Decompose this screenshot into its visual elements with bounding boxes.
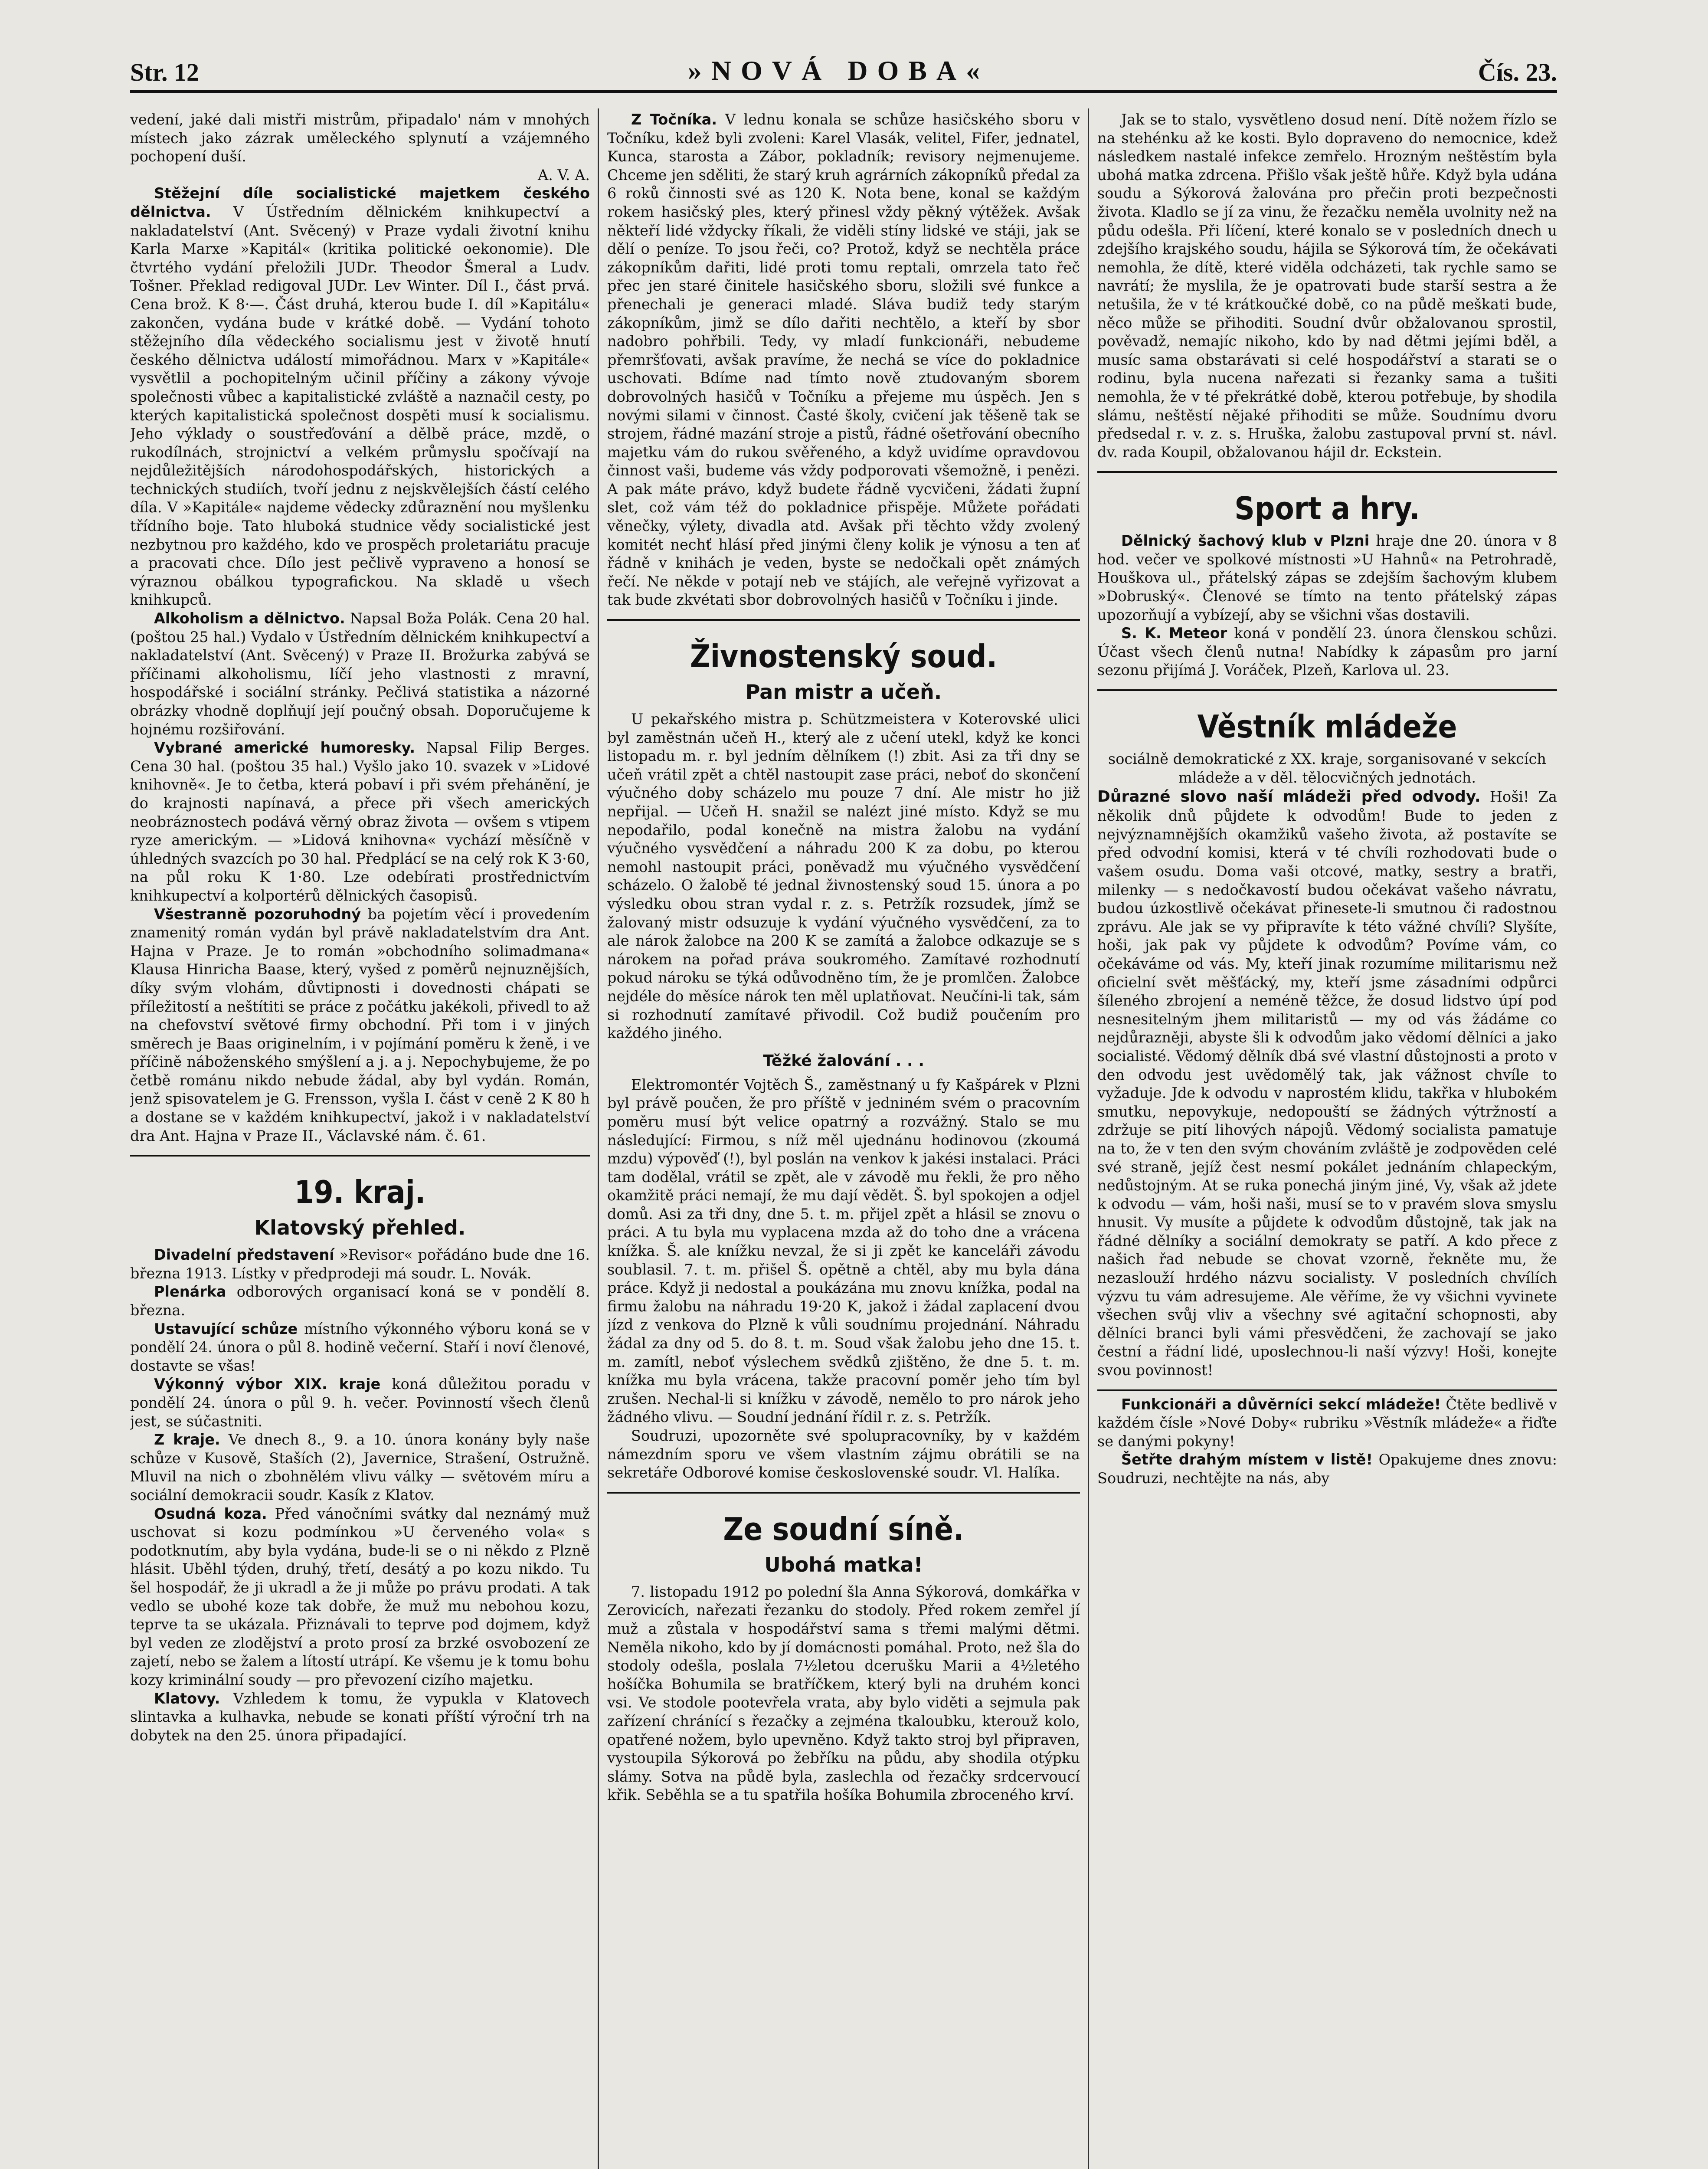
issue-number: Čís. 23. bbox=[1478, 58, 1557, 86]
notice-item: Všestranně pozoruhodný ba pojetím věcí i provedením znamenitý román vydán byl právě nakladatelstvím dra Ant. Hajna v Praze. Je to román »obchodního solimadmana« Klausa Hinricha Baase, který, vyšed z poměrů nejnuznějších, díky svým vlohám, důvtipnosti i dovednosti chápati se příležitostí a neštítiti se práce z počátku jakékoli, přivedl to až na chefovství světové firmy obchodní. Při tom i v jiných směrech je Baas originelním, i v pojímání poměru k ženě, i ve příčině náboženského smýšlení a j. a j. Nepochybujeme, že po četbě románu nikdo nebude žádal, aby byl vydán. Román, jenž spisovatelem je G. Frensson, vyšla I. část v ceně 2 K 80 h a dostane se v každém knihkupectví, jakož i v nakladatelství dra Ant. Hajna v Praze II., Václavské nám. č. 61. bbox=[130, 905, 590, 1144]
notice-item: Výkonný výbor XIX. kraje koná důležitou poradu v pondělí 24. února o půl 9. h. večer. Povinností všech členů jest, se súčastniti. bbox=[130, 1376, 590, 1430]
article-body: Jak se to stalo, vysvětleno dosud není. Dítě nožem řízlo se na stehénku až ke kosti. Bylo dopraveno do nemocnice, kdež následkem nastalé infekce zemřelo. Hrozným neštěstím byla ubohá matka zdrcena. Přišlo však ještě hůře. Když byla udána soudu a Sýkorová žalována pro přečin proti bezpečnosti života. Kladlo se jí za vinu, že řezačku neměla uvolnity než na půdu odešla. Při líčení, které konalo se v posledních dnech u zdejšího krajského soudu, hájila se Sýkorová tím, že očekávati nemohla, že dítě, které viděla odcházeti, tak rychle samo se navrátí; že myslila, že je opatrovati bude starší sestra a že netušila, že v té krátkoučké době, co na půdě meškati bude, něco může se přihoditi. Soudní dvůr obžalovanou sprostil, pověvadž, nemajíc nikoho, kdo by nad dětmi jejími bděl, a musíc sama obstarávati si celé hospodářství a starati se o rodinu, byla nucena nařezati si řezanky sama a tušiti nemohla, že v té překrátké době, kterou potřebuje, by shodila slámu, neštěstí nějaké přihoditi se může. Soudnímu dvoru předsedal r. v. z. s. Hruška, žalobu zastupoval první st. návl. dv. rada Koupil, obžalovanou hájil dr. Eckstein. bbox=[1097, 111, 1557, 461]
notice-item: Stěžejní díle socialistické majetkem českého dělnictva. V Ústředním dělnickém knihkupectví a nakladatelství (Ant. Svěcený) v Praze vydali životní knihu Karla Marxe »Kapitál« (kritika politické oekonomie). Dle čtvrtého vydání přeložili JUDr. Theodor Šmeral a Ludv. Tošner. Překlad redigoval JUDr. Lev Winter. Díl I., část prvá. Cena brož. K 8·—. Část druhá, kterou bude I. díl »Kapitálu« zakončen, vydána bude v krátké době. — Vydání tohoto stěžejního díla vědeckého socialismu jest v životě hnutí českého dělnictva událostí mimořádnou. Marx v »Kapitále« vysvětlil a pochopitelným učinil příčiny a zákony vývoje společnosti vůbec a kapitalistické zvláště a naznačil cesty, po kterých kapitalistická společnost dospěti musí k socialismu. Jeho výklady o soustřeďování a dělbě práce, mzdě, o rukodílnách, strojnictví a velkém průmyslu spočívají na nejdůležitějších národohospodářských, historických a technických studiích, tvoří jednu z nejskvělejších částí celého díla. V »Kapitále« najdeme vědecky zdůraznění nou myšlenku třídního boje. Tato hluboká studnice vědy socialistické jest nezbytnou pro každého, kdo ve prospěch proletariátu pracuje a pracovati chce. Dílo jest pečlivě vypraveno a honosí se výraznou obálkou typografickou. Na skladě u všech knihkupců. bbox=[130, 185, 590, 609]
article-heading: Těžké žalování . . . bbox=[763, 1052, 924, 1070]
section-subtitle: Klatovský přehled. bbox=[254, 1216, 466, 1240]
notice-item: Funkcionáři a důvěrníci sekcí mládeže! Čtěte bedlivě v každém čísle »Nové Doby« rubriku »Věstník mládeže« a řiďte se danými pokyny! bbox=[1097, 1396, 1557, 1450]
notice-item: Dělnický šachový klub v Plzni hraje dne 20. února v 8 hod. večer ve spolkové místnosti »U Hahnů« na Petrohradě, Houškova ul., přátelský zápas se zdejším šachovým klubem »Dobruský«. Členové se tímto na tento přátelský zápas upozorňují a vybízejí, aby se všichni všas dostavili. bbox=[1097, 532, 1557, 623]
newspaper-title: »NOVÁ DOBA« bbox=[687, 55, 990, 86]
article-signature: A. V. A. bbox=[538, 166, 590, 183]
article-body: Elektromontér Vojtěch Š., zaměstnaný u fy Kašpárek v Plzni byl právě poučen, že pro příště v jedniném svém o pracovním poměru musí být velice opatrný a rozvážný. Stalo se mu následující: Firmou, s níž měl ujednánu hodinovou (zkoumá mzdu) výpověď (!), byl poslán na venkov k jakési instalaci. Práci tam dodělal, vrátil se zpět, ale v závodě mu řekli, že pro něho okamžitě práci nemají, že mu dají vědět. Š. byl spokojen a odjel domů. Asi za tři dny, dne 5. t. m. přijel zpět a hlásil se znovu o práci. A tu byla mu vyplacena mzda až do toho dne a vrácena knížka. Š. ale knížku nevzal, že si ji zpět ke kanceláři závodu soublasil. 7. t. m. přišel Š. opětně a chtěl, aby mu byla dána práce. Když ji nedostal a poukázána mu znovu knížka, podal na firmu žalobu na náhradu 19·20 K, jakož i žádal zaplacení dvou jízd z venkova do Plzně k vůli soudnímu projednání. Náhradu žádal za dny od 5. do 8. t. m. Soud však žalobu jeho dne 15. t. m. zamítl, neboť výslechem svědků zjištěno, že dne 5. t. m. knížka mu byla vrácena, takže pracovní poměr jeho tím byl zrušen. Nechal-li si knížku v závodě, nemělo to pro nárok jeho žádného vlivu. — Soudní jednání řídil r. z. s. Petržík. bbox=[607, 1076, 1080, 1426]
column-1 bbox=[130, 111, 590, 2169]
column-divider bbox=[1088, 108, 1089, 2169]
section-title: Živnostenský soud. bbox=[690, 638, 998, 675]
notice-item: Z Točníka. V lednu konala se schůze hasičského sboru v Točníku, kdež byli zvoleni: Karel Vlasák, velitel, Fifer, jednatel, Kunca, starosta a Zábor, pokladník; revisory nejmenujeme. Chceme jen sděliti, že starý kruh agrárních zákopníků předal za 6 roků činnosti své as 120 K. Nota bene, konal se každým rokem hasičský ples, který přinesl vždy pěkný výtěžek. Avšak někteří lidé vždycky říkali, že viděli stíny lidské ve stáji, jak se dělí o peníze. To jsou řeči, co? Protož, když se nechtěla práce zákopníkům dařiti, lidé proti tomu reptali, omrzela tato řeč přec jen staré činitele hasičského sboru, složili své funkce a přenechali je generaci mladé. Sláva budiž tedy starým zákopníkům, jimž se dílo dařiti nechtělo, a kteří by sbor nadobro pohřbili. Tedy, vy mladí funkcionáři, nebudeme přemršťovati, avšak pravíme, že nechá se více do pokladnice uschovati. Bdíme nad tímto nově ztudovaným sborem dobrovolných hasičů v Točníku a přejeme mu úspěch. Jen s novými silami v činnost. Časté školy, cvičení jak těšeně tak se strojem, řádné mazání stroje a pistů, řádné ošetřování obecního majetku vám do rukou svěřeného, a když uvidíme opravdovou činnost vaši, budeme vás vždy podporovati všemožně, i penězi. A pak máte právo, když budete řádně vycvičeni, žádati župní slet, což vám též do pokladnice přispěje. Můžete pořádati věnečky, výlety, divadla atd. Avšak při těchto vždy zvolený komitét nechť hlásí před jinými členy kolik je výnosu a ten ať řádně v knihách je veden, byste se nedočkali opět známých řečí. Ne někde v potají neb ve stájích, ale veřejně vyřizovat a tak bude zkvétati sbor dobrovolných hasičů v Točníku i jinde. bbox=[607, 111, 1080, 609]
section-divider bbox=[1097, 471, 1557, 473]
section-divider bbox=[607, 1492, 1080, 1494]
section-divider bbox=[1097, 689, 1557, 691]
section-divider bbox=[1097, 1389, 1557, 1391]
notice-item: Klatovy. Vzhledem k tomu, že vypukla v Klatovech slintavka a kulhavka, nebude se konati příští výroční trh na dobytek na den 25. února připadající. bbox=[130, 1690, 590, 1744]
article-body: Důrazné slovo naší mládeži před odvody. Hoši! Za několik dnů půjdete k odvodům! Bude to jeden z nejvýznamnějších okamžiků vašeho života, až postavíte se před odvodní komisi, která v té chvíli rozhodovati bude o vašem osudu. Doma vaši otcové, matky, sestry a bratři, milenky — s nedočkavostí budou očekávat vašeho návratu, budou úzkostlivě očekávat přinesete-li smutnou či radostnou zprávu. Ale jak se vy připravíte k této vážné chvíli? Slyšíte, hoši, jak pak vy půjdete k odvodům? Povíme vám, co očekáváme od vás. My, kteří jinak rozumíme militarismu než oficielní svět měšťácký, my, kteří jsme zásadními odpůrci šíleného zbrojení a neméně těžce, že dosud lidstvo úpí pod nesnesitelným jhem militaristů — my od vás žádáme co nejdůrazněji, abyste šli k odvodům jako vědomí dělníci a jako socialisté. Vědomý dělník dbá své vlastní důstojnosti a proto v den odvodu jest uvědomělý tak, jak vážnost chvíle to vyžaduje. Jde k odvodu v naprostém klidu, takřka v hlubokém smutku, nepovykuje, nedopouští se žádných výtržností a zdržuje se pití lihových nápojů. Vědomý socialista pamatuje na to, že v ten den svým chováním zvláště je zodpověden celé své straně, jejíž čest nesmí pokálet jednáním chlapeckým, nedůstojným. At se ruka ponechá jiným jiné, Vy, však až jdete k odvodu — vám, hoši naši, musí se to v pravém slova smyslu hnusit. Vy musíte a půjdete k odvodům důstojně, tak jak na řádné dělníky a sociální demokraty se patří. A kdo přece z našich řad nebude se chovat vzorně, řekněte mu, že nezaslouží hrdého názvu socialisty. V posledních chvílích výzvu tu vám adresujeme. Ale věříme, že vy všichni vyvinete všechen svůj vliv a všechny své agitační schopnosti, aby dělníci branci byli vámi přesvědčeni, že zachovají se jako čestní a řádní lidé, uposlechnou-li naší výzvy! Hoši, konejte svou povinnost! bbox=[1097, 788, 1557, 1379]
article-intro: vedení, jaké dali mistři mistrům, připadalo' nám v mnohých místech jako zázrak uměleckého splynutí a vzájemného pochopení duší. bbox=[130, 111, 590, 165]
section-title: 19. kraj. bbox=[294, 1174, 426, 1211]
notice-item: Plenárka odborových organisací koná se v pondělí 8. března. bbox=[130, 1283, 590, 1319]
column-divider bbox=[598, 108, 599, 2169]
column-3 bbox=[1097, 111, 1557, 2169]
section-subtitle: Ubohá matka! bbox=[764, 1553, 923, 1576]
notice-item: Vybrané americké humoresky. Napsal Filip Berges. Cena 30 hal. (poštou 35 hal.) Vyšlo jako 10. svazek v »Lidové knihovně«. Je to četba, která pobaví i při svém přehánění, je do krajnosti napínavá, a přece při všech amerických neobráznostech podává věrný obraz života — ovšem s vtipem ryze americkým. — »Lidová knihovna« vychází měsíčně v úhledných svazcích po 30 hal. Předplácí se na celý rok K 3·60, na půl roku K 1·80. Lze odebírati prostřednictvím knihkupectví a kolportérů dělnických časopisů. bbox=[130, 739, 590, 904]
section-title: Sport a hry. bbox=[1234, 490, 1420, 527]
page-header bbox=[130, 48, 1557, 87]
notice-item: S. K. Meteor koná v pondělí 23. února členskou schůzi. Účast všech členů nutna! Nabídky k zápasům pro jarní sezonu přijímá J. Voráček, Plzeň, Karlova ul. 23. bbox=[1097, 625, 1557, 679]
notice-item: Alkoholism a dělnictvo. Napsal Boža Polák. Cena 20 hal. (poštou 25 hal.) Vydalo v Ústředním dělnickém knihkupectví a nakladatelství (Ant. Svěcený) v Praze II. Brožurka zabývá se příčinami alkoholismu, líčí jeho vlastnosti z mravní, hospodářské i sociální stránky. Pečlivá statistika a názorné obrázky vhodně doplňují její poučný obsah. Doporučujeme k hojnému rozšiřování. bbox=[130, 610, 590, 738]
notice-item: Divadelní představení »Revisor« pořádáno bude dne 16. března 1913. Lístky v předprodeji má soudr. L. Novák. bbox=[130, 1246, 590, 1282]
article-body: U pekařského mistra p. Schützmeistera v Koterovské ulici byl zaměstnán učeň H., který ale z učení utekl, když ke konci listopadu m. r. byl jedním dělníkem (!) zbit. Asi za tři dny se učeň vrátil zpět a chtěl nastoupit zase práci, neboť do skončení výučného doby scházelo mu pouze 7 dní. Ale mistr ho již nepřijal. — Učeň H. snažil se nalézt jiné místo. Když se mu nepodařilo, podal konečně na mistra žalobu na vydání výučného vysvědčení a náhradu 200 K za dobu, po kterou nemohl nastoupit práci, poněvadž mu výučného vysvědčení scházelo. O žalobě té jednal živnostenský soud 15. února a po výsledku obou stran vydal r. z. s. Petržík rozsudek, jímž se žalovaný mistr odsuzuje k vydání výučného vysvědčení, za to ale nárok žalobce na 200 K se zamítá a žalobce odkazuje se s nárokem na pořad práva soukromého. Zamítavé rozhodnutí pokud nároku se týká odůvodněno tím, že je promlčen. Žalobce nejdéle do měsíce nárok ten měl uplatňovat. Neučíni-li tak, sám si rozhodnutí zamítavé přivodil. Což budiž poučením pro každého jiného. bbox=[607, 711, 1080, 1042]
column-2 bbox=[607, 111, 1080, 2169]
notice-item: Šetřte drahým místem v listě! Opakujeme dnes znovu: Soudruzi, nechtějte na nás, aby bbox=[1097, 1451, 1557, 1487]
section-subtitle: sociálně demokratické z XX. kraje, sorganisované v sekcích mládeže a v děl. tělocvičných jednotách. bbox=[1108, 750, 1546, 786]
section-divider bbox=[130, 1155, 590, 1157]
notice-item: Z kraje. Ve dnech 8., 9. a 10. února konány byly naše schůze v Kusově, Staších (2), Javernice, Strašení, Ostružně. Mluvil na nich o zbohnělém vlivu války — světovém míru a sociální demokracii soudr. Kasík z Klatov. bbox=[130, 1431, 590, 1504]
notice-item: Osudná koza. Před vánočními svátky dal neznámý muž uschovat si kozu podmínkou »U červeného vola« s podotknutím, aby byla vydána, bude-li se o ni někdo z Plzně hlásit. Uběhl týden, druhý, třetí, desátý a po kozu nikdo. Tu šel hospodář, že ji ukradl a že ji může po právu prodati. A tak vedlo se ubohé koze tak dobře, že muž mu nebohou kozu, teprve ta se ukázala. Přiznávali to teprve pod dojmem, když byl veden ze zlodějství a proto prosí za brzké osvobození ze zajetí, nebo se žalem a lítostí utrápí. Ke všemu je k tomu bohu kozy kriminální soudy — pro převození cizího majetku. bbox=[130, 1505, 590, 1688]
article-body: 7. listopadu 1912 po polední šla Anna Sýkorová, domkářka v Zerovicích, nařezati řezanku do stodoly. Před rokem zemřel jí muž a zůstala v hospodářství sama s třemi malými dětmi. Neměla nikoho, kdo by jí domácnosti pomáhal. Proto, než šla do stodoly odešla, poslala 7½letou dcerušku Marii a 4½letého hošíčka Bohumila se bratříčkem, který byli na druhém konci vsi. Ve stodole pootevřela vrata, aby bylo viděti a sejmula pak zařízení chránící s řezačky a zejména tkaloubku, kterouž kolo, opatřené nožem, bylo upevněno. Když takto stroj byl připraven, vystoupila Sýkorová po žebříku na půdu, aby shodila otýpku slámy. Sotva na půdě byla, zaslechla od řezačky srdcervoucí křik. Seběhla se a tu spatřila hošíka Bohumila zbroceného krví. bbox=[607, 1583, 1080, 1804]
section-divider bbox=[607, 619, 1080, 621]
header-rule bbox=[130, 90, 1557, 93]
section-title: Ze soudní síně. bbox=[723, 1510, 964, 1547]
section-title: Věstník mládeže bbox=[1197, 708, 1457, 745]
section-subtitle: Pan mistr a učeň. bbox=[745, 680, 942, 704]
notice-item: Ustavující schůze místního výkonného výboru koná se v pondělí 24. února o půl 8. hodině večerní. Staří i noví členové, dostavte se všas! bbox=[130, 1320, 590, 1374]
page-number: Str. 12 bbox=[130, 58, 199, 86]
article-body: Soudruzi, upozorněte své spolupracovníky, by v každém námezdním sporu ve všem vlastním zájmu obrátili se na sekretáře Odborové komise československé soudr. Vl. Halíka. bbox=[607, 1427, 1080, 1481]
